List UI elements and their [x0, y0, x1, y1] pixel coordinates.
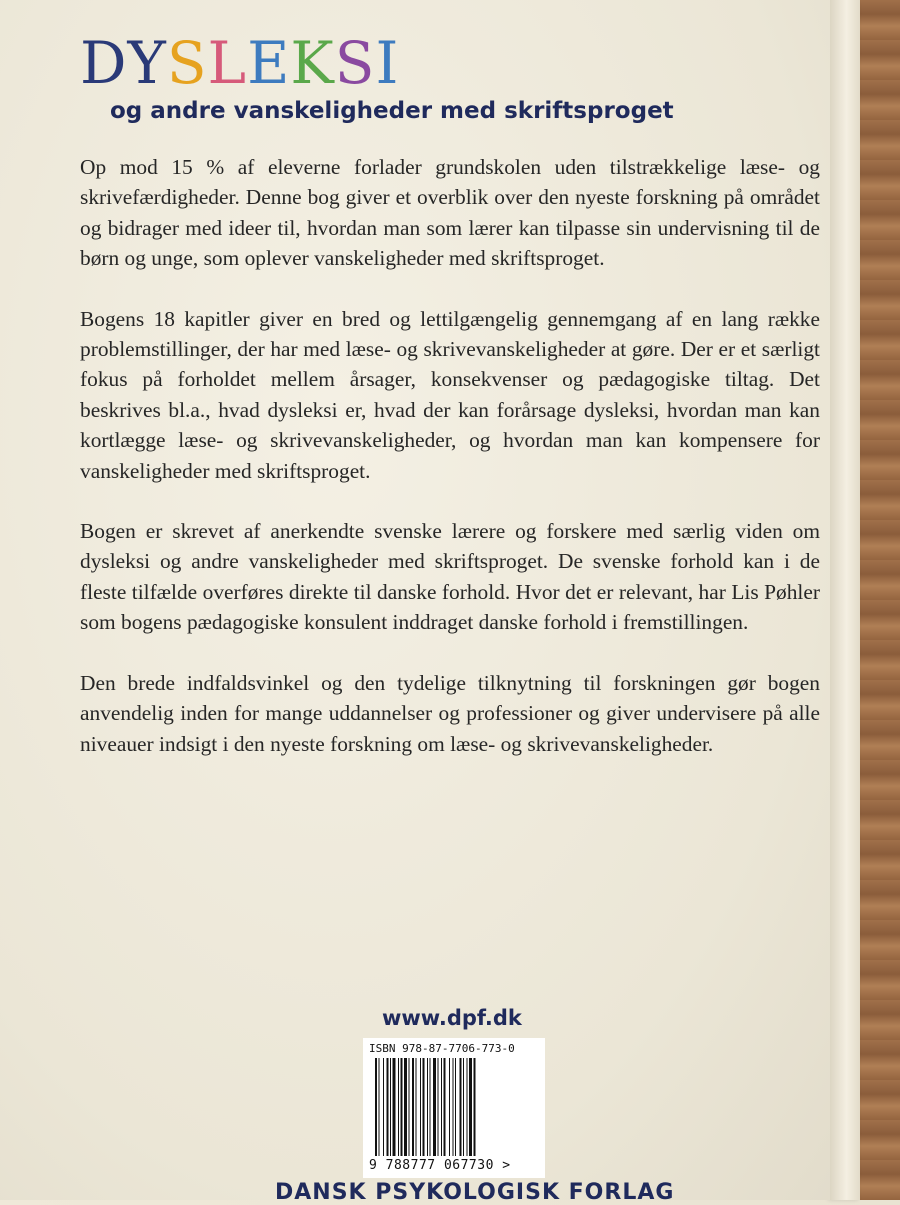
isbn-text: ISBN 978-87-7706-773-0 — [369, 1042, 515, 1055]
title-letter: K — [290, 29, 335, 97]
book-title — [80, 29, 400, 97]
blurb — [80, 152, 820, 789]
title-letter: E — [247, 29, 291, 97]
book-subtitle: og andre vanskeligheder med skriftsproget — [110, 98, 674, 124]
title-letter: Y — [127, 29, 167, 97]
blurb-paragraph: Den brede indfaldsvinkel og den tydelige tilknytning til forskningen gør bogen anvendelig inden for mange uddannelser og professioner og giver undervisere på alle niveauer indsigt i den nyeste forskning om læse- og skrivevanskeligheder. — [80, 670, 820, 756]
blurb-paragraph: Bogens 18 kapitler giver en bred og lettilgængelig gennemgang af en lang række problemstillinger, der har med læse- og skrivevanskeligheder at gøre. Der er et særligt fokus på forholdet mellem årsager, konsekvenser og pædagogiske tiltag. Det beskrives bl.a., hvad dysleksi er, hvad der kan forårsage dysleksi, hvordan man kan kortlægge læse- og skrivevanskeligheder, og hvordan man kan kompensere for vanskeligheder med skriftsproget. — [80, 306, 820, 483]
title-letter: D — [80, 29, 128, 97]
publisher-url: www.dpf.dk — [382, 1006, 522, 1030]
blurb-paragraph: Bogen er skrevet af anerkendte svenske lærere og forskere med særlig viden om dysleksi og andre vanskeligheder med skriftsproget. De svenske forhold kan i de fleste tilfælde overføres direkte til danske forhold. Hvor det er relevant, har Lis Pøhler som bogens pædagogiske konsulent inddraget danske forhold i fremstillingen. — [80, 519, 820, 635]
barcode-label — [363, 1038, 545, 1178]
title-letter: L — [207, 29, 248, 97]
title-letter: I — [375, 29, 400, 97]
publisher-name: DANSK PSYKOLOGISK FORLAG — [275, 1180, 675, 1205]
page-edge — [830, 0, 860, 1200]
table-surface — [860, 0, 900, 1200]
barcode-icon — [375, 1058, 533, 1156]
barcode-digits: 9 788777 067730 > — [369, 1158, 511, 1173]
blurb-paragraph: Op mod 15 % af eleverne forlader grundskolen uden tilstrækkelige læse- og skrivefærdigheder. Denne bog giver et overblik over den nyeste forskning på området og bidrager med ideer til, hvordan man som lærer kan tilpasse sin undervisning til de børn og unge, som oplever vanskeligheder med skriftsproget. — [80, 155, 820, 271]
title-letter: S — [166, 29, 208, 97]
title-letter: S — [334, 29, 376, 97]
